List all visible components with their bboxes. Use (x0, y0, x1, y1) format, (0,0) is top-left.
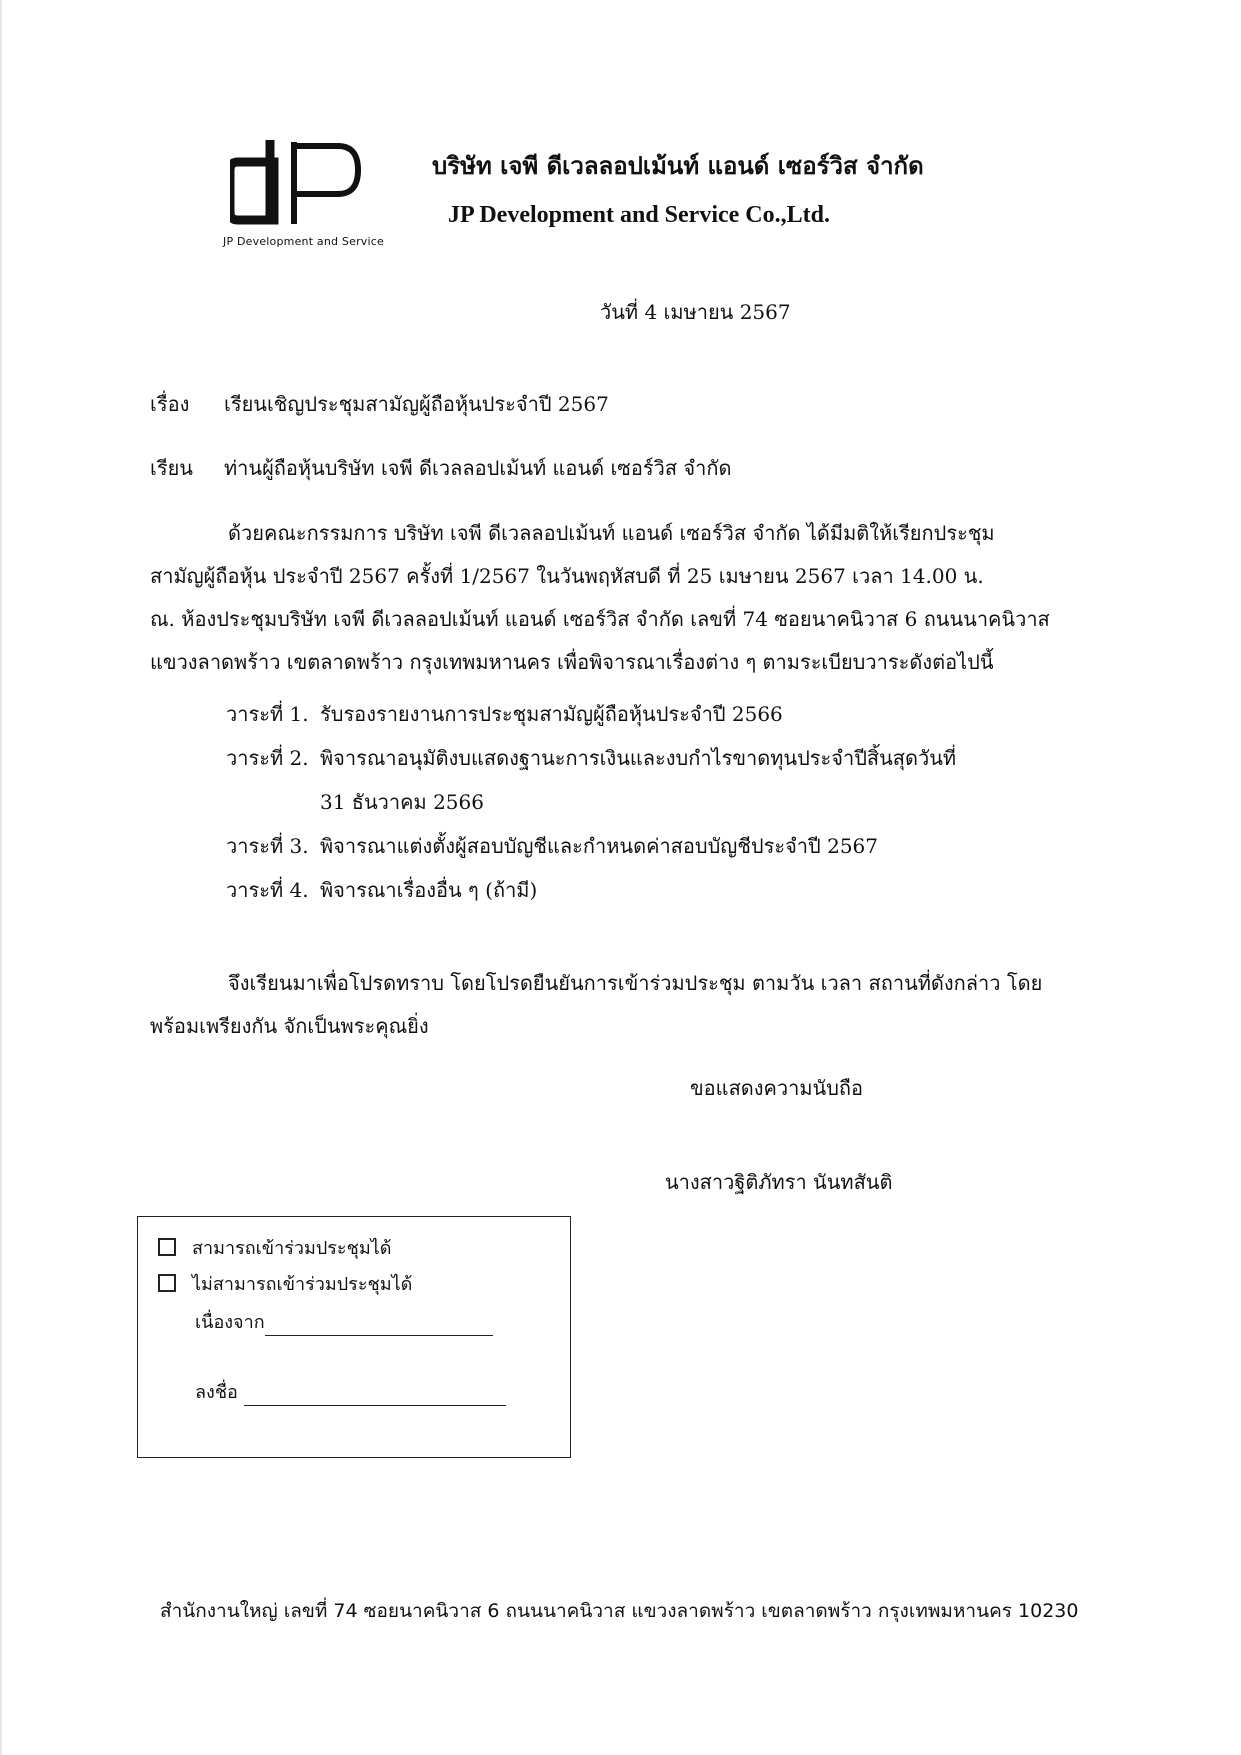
letter-date: วันที่ 4 เมษายน 2567 (600, 300, 791, 324)
reason-line[interactable] (265, 1315, 493, 1336)
footer-address: สำนักงานใหญ่ เลขที่ 74 ซอยนาคนิวาส 6 ถนนนาคนิวาส แขวงลาดพร้าว เขตลาดพร้าว กรุงเทพมหานคร 10230 (160, 1600, 1079, 1622)
company-logo (196, 140, 411, 250)
logo-caption: JP Development and Service (223, 235, 384, 248)
body-line: ณ. ห้องประชุมบริษัท เจพี ดีเวลลอปเม้นท์ แอนด์ เซอร์วิส จำกัด เลขที่ 74 ซอยนาคนิวาส 6 ถนนนาคนิวาส (150, 607, 1050, 631)
agenda-number: วาระที่ 4. (226, 878, 309, 902)
signature-line[interactable] (244, 1385, 506, 1406)
closing-paragraph (150, 962, 1090, 1048)
subject-line (150, 388, 609, 420)
scan-edge (0, 0, 2, 1755)
signer-name: นางสาวฐิติภัทรา นันทสันติ (665, 1170, 893, 1194)
company-name-thai: บริษัท เจพี ดีเวลลอปเม้นท์ แอนด์ เซอร์วิส จำกัด (432, 151, 924, 180)
agenda-text: พิจารณาเรื่องอื่น ๆ (ถ้ามี) (320, 878, 538, 902)
body-line: แขวงลาดพร้าว เขตลาดพร้าว กรุงเทพมหานคร เพื่อพิจารณาเรื่องต่าง ๆ ตามระเบียบวาระดังต่อไปนี้ (150, 650, 994, 674)
option-not-attend-label: ไม่สามารถเข้าร่วมประชุมได้ (192, 1274, 413, 1295)
not-attend-checkbox[interactable] (158, 1274, 176, 1292)
body-paragraph (150, 512, 1090, 684)
agenda-item (226, 874, 537, 906)
recipient-text: ท่านผู้ถือหุ้นบริษัท เจพี ดีเวลลอปเม้นท์ แอนด์ เซอร์วิส จำกัด (224, 456, 732, 480)
signature-field (195, 1377, 506, 1406)
option-not-attend (158, 1269, 412, 1298)
subject-text: เรียนเชิญประชุมสามัญผู้ถือหุ้นประจำปี 2567 (224, 392, 609, 416)
agenda-item (226, 742, 956, 774)
signature-label: ลงชื่อ (195, 1382, 238, 1403)
agenda-number: วาระที่ 1. (226, 702, 309, 726)
reply-form-box (137, 1216, 571, 1458)
regards-text: ขอแสดงความนับถือ (690, 1076, 864, 1100)
body-line: ด้วยคณะกรรมการ บริษัท เจพี ดีเวลลอปเม้นท์ แอนด์ เซอร์วิส จำกัด ได้มีมติให้เรียกประชุม (228, 521, 995, 545)
agenda-number: วาระที่ 3. (226, 834, 309, 858)
agenda-item (226, 698, 783, 730)
agenda-text: รับรองรายงานการประชุมสามัญผู้ถือหุ้นประจำปี 2566 (320, 702, 783, 726)
recipient-line (150, 452, 731, 484)
closing-line: พร้อมเพรียงกัน จักเป็นพระคุณยิ่ง (150, 1014, 429, 1038)
body-line: สามัญผู้ถือหุ้น ประจำปี 2567 ครั้งที่ 1/2567 ในวันพฤหัสบดี ที่ 25 เมษายน 2567 เวลา 14.00 น. (150, 564, 984, 588)
company-name-english: JP Development and Service Co.,Ltd. (448, 202, 830, 228)
agenda-number: วาระที่ 2. (226, 746, 309, 770)
subject-label: เรื่อง (150, 392, 190, 416)
option-attend-label: สามารถเข้าร่วมประชุมได้ (192, 1238, 392, 1259)
jp-logo-mark (230, 140, 380, 230)
recipient-label: เรียน (150, 456, 193, 480)
agenda-continuation: 31 ธันวาคม 2566 (320, 790, 484, 814)
agenda-text: พิจารณาแต่งตั้งผู้สอบบัญชีและกำหนดค่าสอบบัญชีประจำปี 2567 (320, 834, 878, 858)
option-attend (158, 1233, 391, 1262)
agenda-item (226, 830, 878, 862)
reason-label: เนื่องจาก (195, 1312, 265, 1333)
attend-checkbox[interactable] (158, 1238, 176, 1256)
agenda-text: พิจารณาอนุมัติงบแสดงฐานะการเงินและงบกำไรขาดทุนประจำปีสิ้นสุดวันที่ (320, 746, 957, 770)
reason-field (195, 1307, 493, 1336)
closing-line: จึงเรียนมาเพื่อโปรดทราบ โดยโปรดยืนยันการเข้าร่วมประชุม ตามวัน เวลา สถานที่ดังกล่าว โดย (228, 971, 1043, 995)
